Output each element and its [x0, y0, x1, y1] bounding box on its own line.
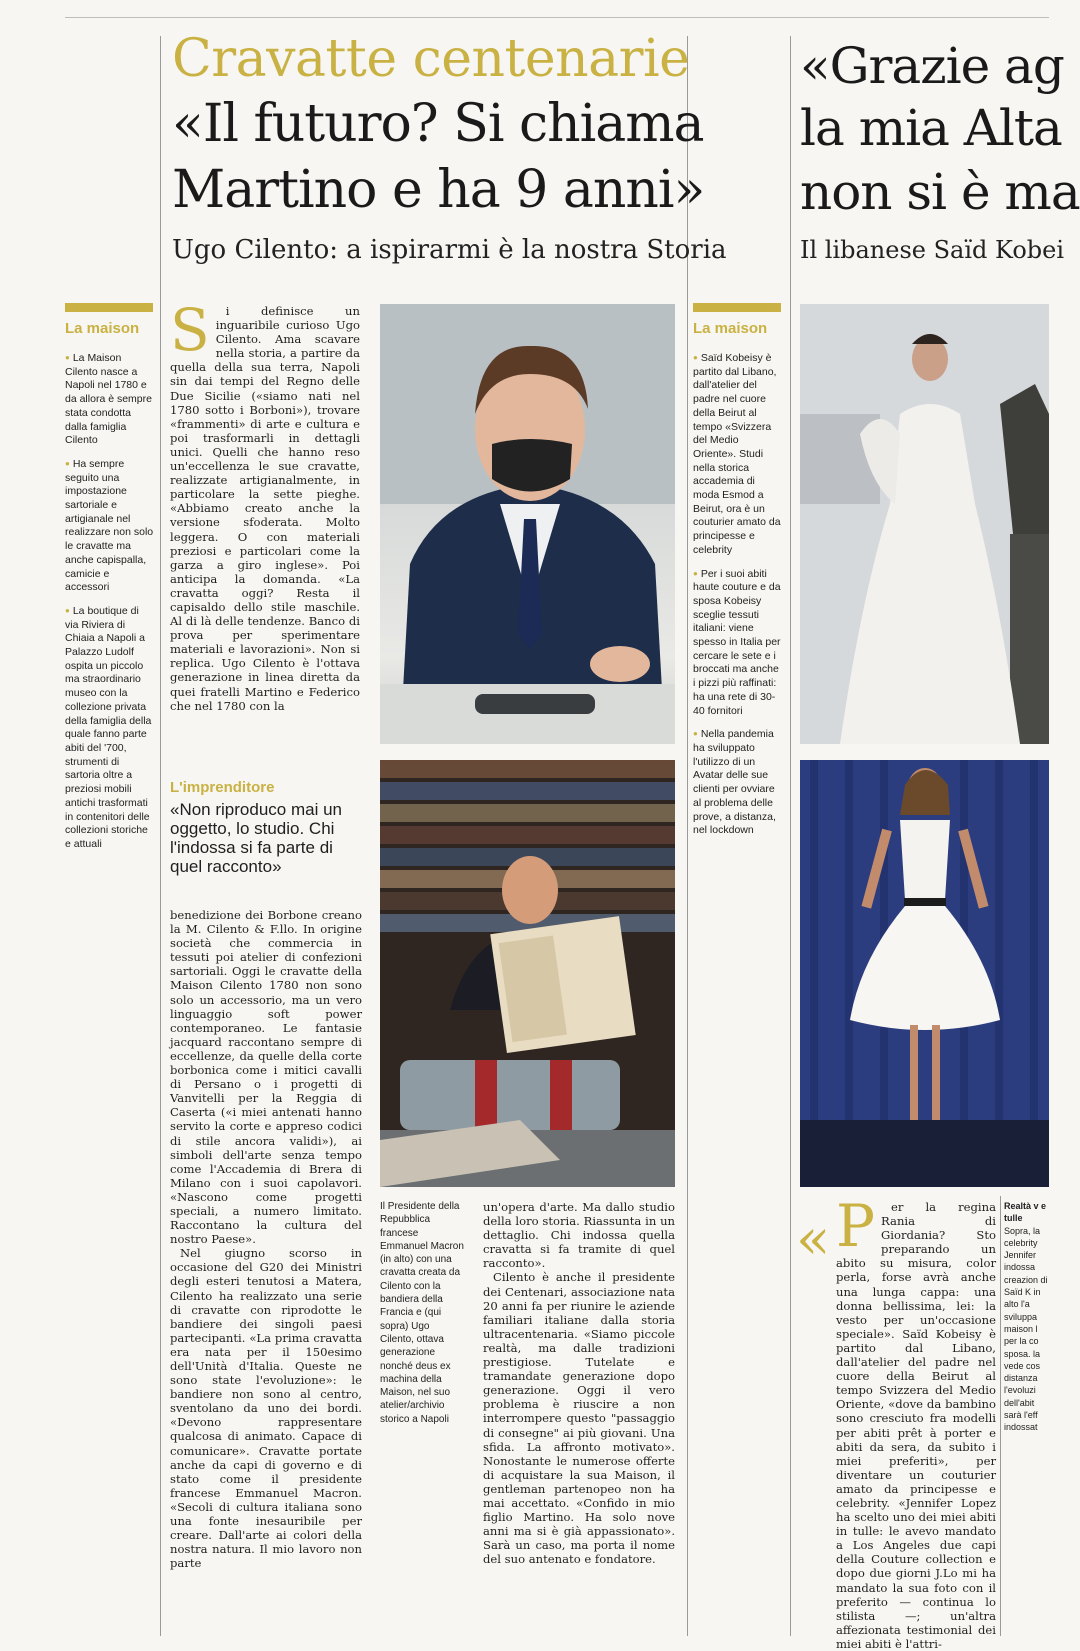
right-sidebar-accent-bar	[693, 303, 781, 312]
sidebar-list	[65, 352, 155, 862]
column-rule-center	[687, 36, 688, 1636]
right-headline-line-3: non si è ma	[800, 163, 1080, 221]
atelier-illustration	[380, 760, 675, 1187]
article-kicker: Cravatte centenarie	[172, 29, 690, 89]
celebrity-illustration	[800, 760, 1049, 1187]
right-edge-rule	[1000, 1196, 1001, 1636]
photo-cilento-atelier	[380, 760, 675, 1187]
pull-quote-label: L'imprenditore	[170, 779, 275, 796]
lead-column	[170, 296, 360, 748]
pull-quote-text: «Non riproduco mai un oggetto, lo studio. Chi l'indossa si fa parte di quel racconto»	[170, 800, 342, 876]
right-edge-caption-title: Realtà v e tulle	[1004, 1201, 1047, 1224]
sidebar-title: La maison	[65, 320, 140, 337]
right-headline-line-1: «Grazie ag	[800, 37, 1064, 95]
top-rule	[65, 17, 1049, 18]
column-rule-left	[160, 36, 161, 1636]
right-headline-line-2: la mia Alta	[800, 99, 1062, 157]
photo-caption: Il Presidente della Repubblica francese Emmanuel Macron (in alto) con una cravatta creata da Cilento con la bandiera della Francia e (qui sopra) Ugo Cilento, ottava generazione nonché deus ex machina della Maison, nel suo atelier/archivio storico a Napoli	[380, 1201, 464, 1425]
bridal-illustration	[800, 304, 1049, 744]
photo-bridal-gown	[800, 304, 1049, 744]
right-sidebar-list	[693, 352, 783, 848]
sidebar-item: ● Per i suoi abiti haute couture e da sposa Kobeisy sceglie tessuti italiani: viene spesso in Italia per cercare le sete e i broccati ma anche i pizzi più raffinati: ha una rete di 30-40 fornitori	[693, 568, 783, 719]
photo-celebrity-tulle-dress	[800, 760, 1049, 1187]
sidebar-item: ● La boutique di via Riviera di Chiaia a Napoli a Palazzo Ludolf ospita un piccolo ma straordinario museo con la collezione privata della famiglia della quale fanno parte abiti del '700, strumenti di sartoria oltre a preziosi mobili antichi trasformati in contenitori delle collezioni storiche e attuali	[65, 605, 155, 852]
right-sidebar-title: La maison	[693, 320, 768, 337]
right-edge-caption-text: Sopra, la celebrity Jennifer indossa creazion di Saïd K in alto l'a sviluppa maison l per la co sposa. la vede cos distanza l'evoluzi dell'abit sarà l'eff indossat	[1004, 1225, 1048, 1433]
sidebar-accent-bar	[65, 303, 153, 312]
right-subhead: Il libanese Saïd Kobei	[800, 236, 1065, 264]
right-body-paragraph: er la regina Rania di Giordania? Sto preparando un abito su misura, color perla, forse avrà anche una lunga cappa: una donna bellissima, lei: la vesto per un'occasione speciale». Saïd Kobeisy è partito dal Libano, dall'atelier del padre nel cuore della Beirut al tempo Svizzera del Medio Oriente, «dove da bambino sono cresciuto fra modelli per abiti prêt à porter e abiti da sera, da subito i miei preferiti», per diventare un couturier amato da principesse e celebrity. «Jennifer Lopez ha scelto uno dei miei abiti in tulle: le avevo mandato a Los Angeles due capi della Couture collection e dopo due giorni J.Lo mi ha mandato la sua foto con il preferito — continua lo stilista —; un'altra affezionata testimonial dei miei abiti è l'attri-	[836, 1200, 996, 1651]
macron-illustration	[380, 304, 675, 744]
body-paragraph: Nel giugno scorso in occasione del G20 dei Ministri degli esteri tenutosi a Matera, Cilento ha realizzato una serie di cravatte con riprodotte le bandiere dei singoli paesi partecipanti. «La prima cravatta era nata per il 150esimo dell'Unità d'Italia. Queste ne sono state l'evoluzione»: le bandiere non sono al centro, sventolano da uno dei bordi. «Devono rappresentare qualcosa di animato. Capace di comunicare». Cravatte portate anche da capi di governo e di stato come il presidente francese Emmanuel Macron. «Secoli di cultura italiana sono una fonte inesauribile per creare. Dall'arte ai colori della nostra natura. Il mio lavoro non parte	[170, 1246, 362, 1571]
right-body-column	[836, 1192, 996, 1651]
right-edge-caption	[1004, 1200, 1049, 1500]
sidebar-item: ● Nella pandemia ha sviluppato l'utilizzo di un Avatar delle sue clienti per ovviare al problema delle prove, a distanza, nel lockdown	[693, 728, 783, 838]
body-paragraph: un'opera d'arte. Ma dallo studio della loro storia. Riassunta in un dettaglio. Chi indossa quella cravatta si fa tramite di quel racconto».	[483, 1200, 675, 1271]
right-guillemet: «	[796, 1207, 831, 1272]
article-headline-line-2: Martino e ha 9 anni»	[172, 160, 705, 220]
body-column-2	[170, 908, 362, 1634]
body-column-4	[483, 1200, 675, 1636]
sidebar-item: ● Ha sempre seguito una impostazione sartoriale e artigianale nel realizzare non solo le cravatte ma anche capispalla, camicie e accessori	[65, 458, 155, 595]
photo-macron	[380, 304, 675, 744]
lead-paragraph: i definisce un inguaribile curioso Ugo Cilento. Ama scavare nella storia, a partire da quella della sua terra, Napoli sin dai tempi del Regno delle Due Sicilie («siamo nati nel 1780 sotto i Borboni»), trovare «frammenti» di arte e cultura e poi trasformarli in dettagli unici. Quelli che hanno reso un'eccellenza le sue cravatte, realizzate artigianalmente, in particolare la sette pieghe. «Abbiamo creato anche la versione sfoderata. Molto leggera. O con materiali preziosi e particolari come la garza a giro inglese». Poi anticipa la domanda. «La cravatta oggi? Resta il capisaldo dello stile maschile. Al di là delle tendenze. Banco di prova per sperimentare materiali e lavorazioni». Non si replica. Ugo Cilento è l'ottava generazione in linea diretta da quei fratelli Martino e Federico che nel 1780 con la	[170, 304, 360, 713]
article-headline-line-1: «Il futuro? Si chiama	[172, 94, 704, 154]
article-subhead: Ugo Cilento: a ispirarmi è la nostra Storia	[172, 235, 727, 265]
body-paragraph: benedizione dei Borbone creano la M. Cilento & F.llo. In origine società che commercia in tessuti poi atelier di confezioni sartoriali. Oggi le cravatte della Maison Cilento 1780 non sono solo un accessorio, ma un vero linguaggio soft power contemporaneo. Le fantasie jacquard raccontano sempre di eccellenze, da quelle della corte borbonica come i mitici cavalli di Persano o i progetti di Vanvitelli per la Reggia di Caserta («i miei antenati hanno servito la corte e appreso codici di stile ancora validi»), ai simboli dell'arte senza tempo come l'Accademia di Brera di Milano con i suoi capolavori. «Nascono come progetti speciali, a numero limitato. Raccontano la cultura del nostro Paese».	[170, 908, 362, 1247]
body-paragraph: Cilento è anche il presidente dei Centenari, associazione nata 20 anni fa per riunire le aziende familiari italiane dalla storia ultracentenaria. «Siamo piccole realtà, ma dalle tradizioni prestigiose. Tutelate e tramandate generazione dopo generazione. Oggi il vero problema è riuscire a non interrompere questo "passaggio di consegne" ai più giovani. Una sfida. La affronto motivato». Nonostante le numerose offerte di acquistare la sua Maison, il gentleman partenopeo non ha mai accettato. «Confido in mio figlio Martino. Ha solo nove anni ma si è già appassionato». Sarà un caso, ma porta il nome del suo antenato e fondatore.	[483, 1270, 675, 1567]
sidebar-item: ● La Maison Cilento nasce a Napoli nel 1780 e da allora è sempre stata condotta dalla famiglia Cilento	[65, 352, 155, 448]
sidebar-item: ● Saïd Kobeisy è partito dal Libano, dall'atelier del padre nel cuore della Beirut al tempo «Svizzera del Medio Oriente». Studi nella storica accademia di moda Esmod a Beirut, ora è un couturier amato da principesse e celebrity	[693, 352, 783, 558]
column-rule-right	[790, 36, 791, 1636]
dropcap: S	[170, 296, 210, 364]
right-dropcap: P	[836, 1192, 876, 1260]
